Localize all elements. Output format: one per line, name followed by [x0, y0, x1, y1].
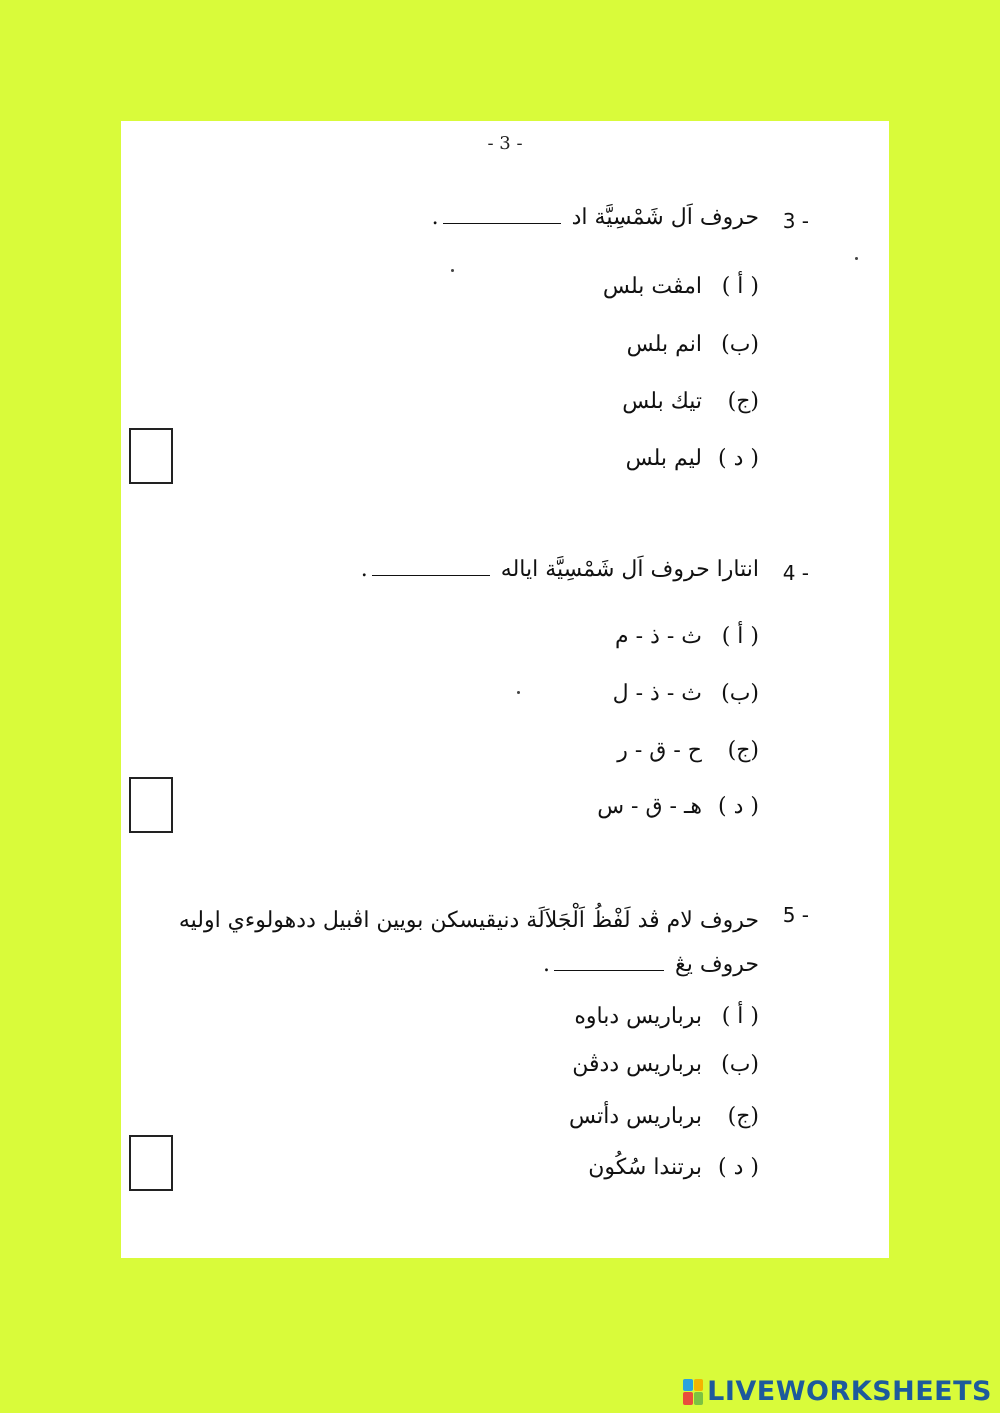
- option-letter: (ب): [721, 681, 759, 706]
- question-end: .: [360, 557, 368, 582]
- liveworksheets-logo: [683, 1376, 992, 1407]
- question-stem: حروف لام ڤد لَفْظُ اَلْجَلاَلَة دنيقيسكن بويين اڤبيل ددهولوءي اوليه حروف يڠ: [178, 908, 759, 977]
- option-c: [622, 389, 759, 414]
- question-text: [361, 557, 759, 582]
- option-text: انم بلس: [626, 332, 702, 357]
- option-letter: (ج): [727, 738, 759, 763]
- liveworksheets-logo-icon: [683, 1379, 703, 1405]
- page-number: - 3 -: [487, 133, 523, 154]
- answer-box-q3[interactable]: [129, 428, 173, 484]
- option-text: برباريس دباوه: [574, 1004, 702, 1029]
- answer-box-q4[interactable]: [129, 777, 173, 833]
- question-stem: حروف اَل شَمْسِيَّة اد: [571, 205, 759, 230]
- logo-square-blue: [683, 1379, 693, 1392]
- brand-name: LIVEWORKSHEETS: [707, 1376, 992, 1407]
- answer-blank: [554, 956, 664, 971]
- option-a: [574, 1004, 759, 1029]
- option-letter: ( د ): [718, 446, 759, 471]
- option-letter: ( أ ): [721, 274, 759, 299]
- speck: [855, 257, 858, 260]
- option-text: ح - ق - ر: [617, 738, 702, 763]
- speck: [517, 691, 520, 694]
- question-number: 5 -: [782, 903, 809, 927]
- option-text: برباريس دأتس: [569, 1104, 702, 1129]
- question-text: [161, 899, 759, 987]
- option-letter: ( د ): [718, 1155, 759, 1180]
- option-letter: (ب): [721, 1052, 759, 1077]
- logo-square-yellow: [694, 1379, 704, 1392]
- option-letter: ( د ): [718, 794, 759, 819]
- option-letter: ( أ ): [721, 1004, 759, 1029]
- option-d: [597, 794, 759, 819]
- answer-box-q5[interactable]: [129, 1135, 173, 1191]
- option-text: برباريس ددڤن: [572, 1052, 702, 1077]
- option-text: ليم بلس: [625, 446, 702, 471]
- option-letter: (ج): [727, 389, 759, 414]
- option-letter: (ب): [721, 332, 759, 357]
- option-b: [572, 1052, 759, 1077]
- option-b: [627, 332, 759, 357]
- option-text: هـ - ق - س: [597, 794, 702, 819]
- speck: [451, 269, 454, 272]
- option-c: [569, 1104, 759, 1129]
- option-text: ث - ذ - م: [615, 624, 702, 649]
- option-text: تيك بلس: [622, 389, 702, 414]
- option-text: امڤت بلس: [602, 274, 702, 299]
- option-d: [588, 1155, 759, 1180]
- question-stem: انتارا حروف اَل شَمْسِيَّة اياله: [500, 557, 759, 582]
- option-b: [613, 681, 759, 706]
- question-number: 3 -: [782, 209, 809, 233]
- answer-blank: [372, 561, 490, 576]
- question-number: 4 -: [782, 561, 809, 585]
- option-letter: (ج): [727, 1104, 759, 1129]
- logo-square-green: [694, 1392, 704, 1405]
- option-c: [617, 738, 759, 763]
- option-a: [603, 274, 759, 299]
- option-text: ث - ذ - ل: [612, 681, 702, 706]
- question-text: [432, 205, 759, 230]
- option-letter: ( أ ): [721, 624, 759, 649]
- option-a: [615, 624, 759, 649]
- worksheet-page: [121, 121, 889, 1258]
- question-end: .: [431, 205, 439, 230]
- answer-blank: [443, 209, 561, 224]
- option-d: [626, 446, 759, 471]
- question-end: .: [543, 952, 550, 977]
- option-text: برتندا سُكُون: [588, 1155, 702, 1180]
- logo-square-red: [683, 1392, 693, 1405]
